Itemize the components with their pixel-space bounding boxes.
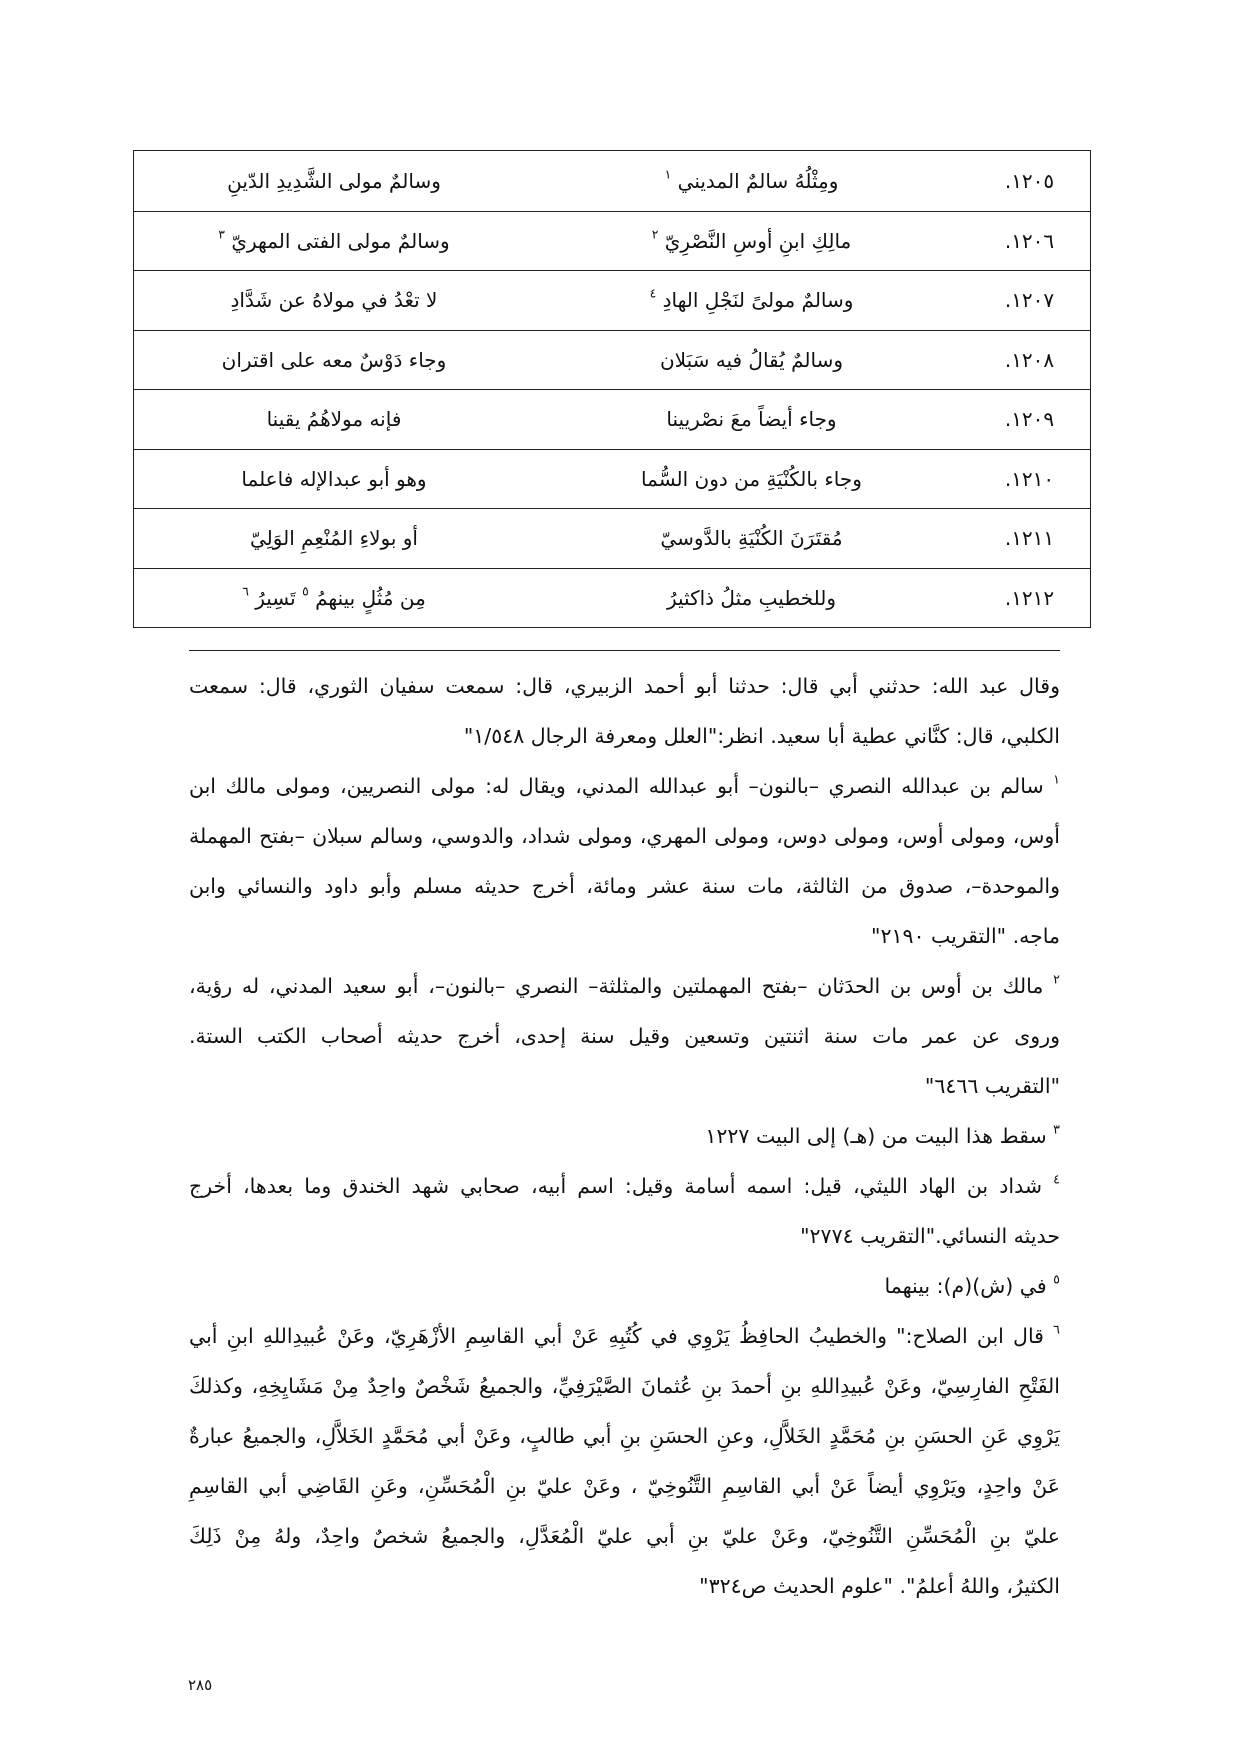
footnote-line (189, 1411, 1060, 1461)
footnote-text: الكلبي، قال: كنَّاني عطية أبا سعيد. انظر:"العلل ومعرفة الرجال ١/٥٤٨" (463, 724, 1060, 748)
footnote-text: قال ابن الصلاح:" والخطيبُ الحافِظُ يَرْوِي في كُتُبِهِ عَنْ أبي القاسِمِ الأزْهَرِيّ، وعَنْ عُبيدِاللهِ ابنِ أبي (189, 1324, 1044, 1348)
second-hemistich (134, 407, 534, 431)
footnote-line (189, 1061, 1060, 1111)
hemistich-text: تَسِيرُ (255, 585, 296, 610)
verse-number: ١٢١٢. (1004, 585, 1055, 610)
verse-row (134, 211, 1090, 271)
verse-row (134, 508, 1090, 568)
footnote-line (189, 1561, 1060, 1611)
footnote-line (189, 1011, 1060, 1061)
footnote-text: في (ش)(م): بينهما (884, 1274, 1047, 1298)
footnote-number: ٦ (1053, 1321, 1060, 1337)
hemistich-text: وسالمٌ مولى الشَّدِيدِ الدّينِ (227, 168, 441, 193)
verse-number: ١٢١١. (1004, 526, 1055, 551)
footnote-text: وروى عن عمر مات سنة اثنتين وتسعين وقيل سنة إحدى، أخرج حديثه أصحاب الكتب الستة. (189, 1024, 1060, 1048)
verse-number: ١٢١٠. (1004, 466, 1055, 491)
footnote-line (189, 1111, 1060, 1161)
first-hemistich (534, 166, 969, 193)
footnote-line (189, 911, 1060, 961)
footnote-line (189, 1161, 1060, 1211)
verse-row (134, 330, 1090, 390)
hemistich-text: وسالمٌ مولىً لنَجْلِ الهادِ (662, 288, 854, 313)
footnote-text: حديثه النسائي."التقريب ٢٧٧٤" (800, 1224, 1060, 1248)
footnote-text: الكثيرُ، واللهُ أعلمُ". "علوم الحديث ص٣٢٤" (699, 1574, 1060, 1598)
hemistich-text: وجاء بالكُنْيَةِ من دون السُّما (641, 466, 862, 491)
footnote (189, 961, 1060, 1111)
hemistich-text: وسالمٌ مولى الفتى المهريّ (231, 228, 450, 253)
footnote-line (189, 1511, 1060, 1561)
hemistich-text: مالِكِ ابنِ أوسِ النَّصْرِيّ (664, 228, 852, 253)
footnote-number: ١ (1053, 771, 1060, 787)
second-hemistich (134, 288, 534, 312)
first-hemistich (534, 526, 969, 550)
hemistich-text: وللخطيبِ مثلُ ذاكثيرُ (666, 585, 837, 610)
footnote-line (189, 961, 1060, 1011)
verse-number: ١٢٠٨. (1004, 347, 1055, 372)
first-hemistich (534, 348, 969, 372)
footnote-text: أوس، ومولى أوس، ومولى دوس، ومولى المهري، ومولى شداد، والدوسي، وسالم سبلان –بفتح المهملة (189, 824, 1060, 848)
verse-row (134, 270, 1090, 330)
footnote-number: ٤ (1053, 1171, 1060, 1187)
footnote-line (189, 1211, 1060, 1261)
second-hemistich (134, 348, 534, 372)
footnote-text: مالك بن أوس بن الحدَثان –بفتح المهملتين والمثلثة– النصري –بالنون–، أبو سعيد المدني، له رؤية، (189, 974, 1044, 998)
verse-number: ١٢٠٧. (1004, 288, 1055, 313)
footnote-line (189, 761, 1060, 811)
hemistich-text: وجاء أيضاً معَ نصْريينا (666, 407, 837, 432)
footnote-ref: ١ (664, 166, 672, 182)
footnote-text: سقط هذا البيت من (هـ) إلى البيت ١٢٢٧ (705, 1124, 1047, 1148)
footnote-line (189, 661, 1060, 711)
footnote (189, 1161, 1060, 1261)
hemistich-text: فإنه مولاهُمُ يقينا (266, 407, 402, 432)
footnote-text: الفَتْحِ الفارِسِيّ، وعَنْ عُبيدِاللهِ بنِ أحمدَ بنِ عُثمانَ الصَّيْرَفِيِّ، والجميعُ شَخْصٌ واحِدٌ مِنْ مَشَايِخِهِ، وكذلكَ (189, 1374, 1060, 1398)
footnote-text: ماجه. "التقريب ٢١٩٠" (871, 924, 1060, 948)
second-hemistich (134, 226, 534, 253)
first-hemistich (534, 586, 969, 610)
first-hemistich (534, 407, 969, 431)
first-hemistich (534, 226, 969, 253)
first-hemistich (534, 467, 969, 491)
hemistich-text: وجاء دَوْسٌ معه على اقتران (221, 347, 447, 372)
footnote-text: يَرْوِي عَنِ الحسَنِ بنِ مُحَمَّدٍ الخَلاَّلِ، وعنِ الحسَنِ بنِ أبي طالبٍ، وعَنْ أبي مُحَمَّدٍ الخَلاَّلِ، والجميعُ عبارةٌ (189, 1424, 1060, 1448)
footnote-ref: ٥ (302, 583, 309, 599)
verse-number: ١٢٠٥. (1004, 168, 1055, 193)
footnote (189, 661, 1060, 761)
verse-row (134, 449, 1090, 509)
footnote-ref: ٤ (649, 285, 657, 301)
hemistich-text: ومِثْلُهُ سالمٌ المديني (677, 168, 839, 193)
hemistich-text: مُقتَرَنَ الكُنْيَةِ بالدَّوسيّ (660, 526, 843, 551)
footnote-line (189, 1461, 1060, 1511)
footnote (189, 1311, 1060, 1611)
hemistich-text: لا تعْدُ في مولاهُ عن شَدَّادِ (230, 288, 438, 313)
footnote (189, 1111, 1060, 1161)
footnote-line (189, 811, 1060, 861)
footnote-ref: ٣ (218, 226, 225, 242)
footnote-line (189, 1311, 1060, 1361)
footnote (189, 1261, 1060, 1311)
footnote-number: ٥ (1053, 1271, 1060, 1287)
verse-number: ١٢٠٦. (1004, 228, 1055, 253)
verse-row (134, 568, 1090, 628)
footnote-text: عَنْ واحِدٍ، ويَرْوِي أيضاً عَنْ أبي القاسِمِ التَّنُوخِيّ ، وعَنْ عليّ بنِ الْمُحَسِّنِ، وعَنِ القَاضِي أبي القاسِمِ (189, 1474, 1060, 1498)
hemistich-text: مِن مُثُلٍ بينهمُ (315, 585, 426, 610)
footnote-text: عليّ بنِ الْمُحَسِّنِ التَّنُوخِيّ، وعَنْ عليّ بنِ أبي عليّ الْمُعَدَّلِ، والجميعُ شخصٌ واحِدٌ، ولهُ مِنْ ذَلِكَ (189, 1524, 1060, 1548)
footnote-text: سالم بن عبدالله النصري –بالنون– أبو عبدالله المدني، ويقال له: مولى النصريين، ومولى مالك ابن (189, 774, 1044, 798)
footnote (189, 761, 1060, 961)
footnotes (189, 661, 1060, 1611)
footnote-text: "التقريب ٦٤٦٦" (924, 1074, 1060, 1098)
footnote-line (189, 711, 1060, 761)
second-hemistich (134, 526, 534, 550)
hemistich-text: وسالمٌ يُقالُ فيه سَبَلان (659, 347, 844, 372)
first-hemistich (534, 285, 969, 313)
footnote-number: ٣ (1053, 1121, 1060, 1137)
hemistich-text: وهو أبو عبدالإله فاعلما (241, 466, 427, 491)
footnote-ref: ٦ (242, 583, 249, 599)
page-number: ٢٨٥ (188, 1676, 213, 1694)
footnote-text: والموحدة–، صدوق من الثالثة، مات سنة عشر ومائة، أخرج حديثه مسلم وأبو داود والنسائي وابن (189, 874, 1060, 898)
footnote-number: ٢ (1053, 971, 1060, 987)
verse-row (134, 151, 1090, 211)
verse-number: ١٢٠٩. (1004, 407, 1055, 432)
footnote-ref: ٢ (651, 226, 659, 242)
verse-row (134, 389, 1090, 449)
hemistich-text: أو بولاءِ المُنْعِمِ الوَلِيّ (250, 526, 418, 551)
footnote-line (189, 1361, 1060, 1411)
footnote-text: شداد بن الهاد الليثي، قيل: اسمه أسامة وقيل: اسم أبيه، صحابي شهد الخندق وما بعدها، أخرج (189, 1174, 1043, 1198)
verse-table (133, 150, 1091, 628)
second-hemistich (134, 467, 534, 491)
second-hemistich (134, 169, 534, 193)
footnote-line (189, 861, 1060, 911)
footnote-text: وقال عبد الله: حدثني أبي قال: حدثنا أبو أحمد الزبيري، قال: سمعت سفيان الثوري، قال: سمعت (189, 674, 1060, 698)
second-hemistich (134, 583, 534, 610)
footnote-line (189, 1261, 1060, 1311)
footnote-separator (189, 650, 1060, 651)
